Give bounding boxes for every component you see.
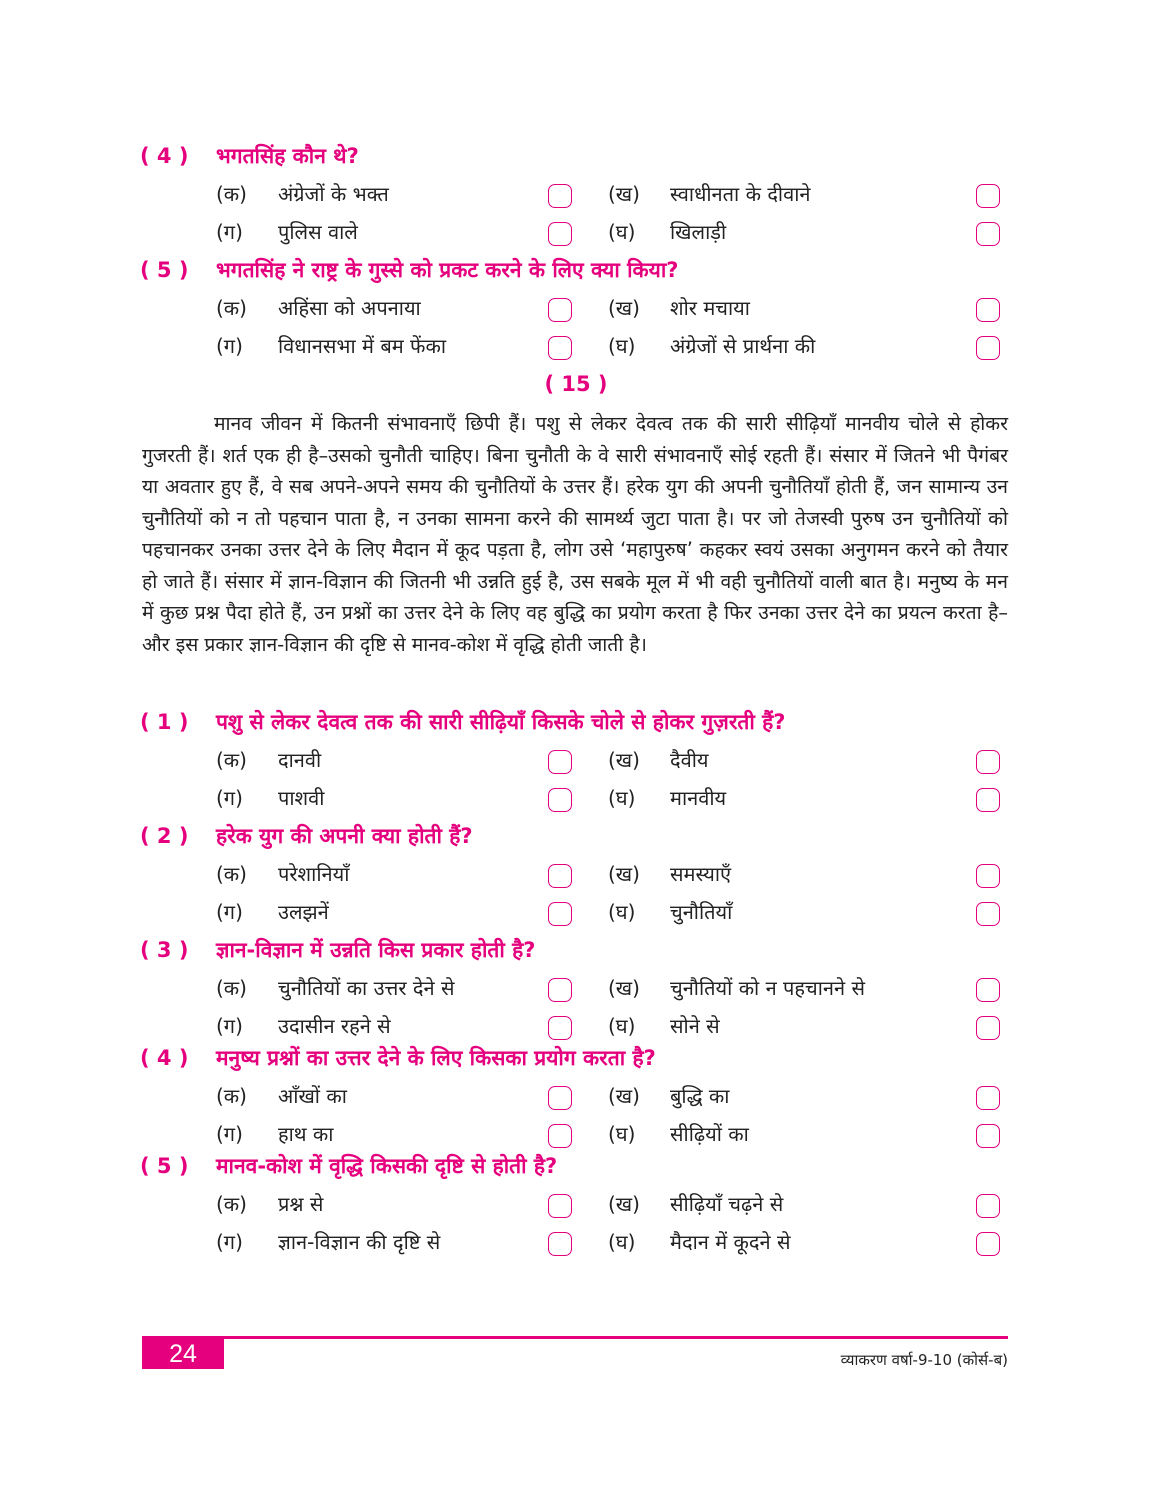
- option-label: (क): [216, 862, 247, 886]
- answer-checkbox[interactable]: [548, 864, 572, 888]
- answer-option: [608, 294, 750, 321]
- option-label: (क): [216, 296, 247, 320]
- answer-checkbox[interactable]: [548, 902, 572, 926]
- option-label: (क): [216, 1192, 247, 1216]
- answer-option: [216, 746, 321, 773]
- answer-option: [216, 1190, 323, 1217]
- answer-checkbox[interactable]: [548, 1232, 572, 1256]
- question-number: ( 1 ): [140, 710, 189, 734]
- answer-checkbox[interactable]: [548, 788, 572, 812]
- option-label: (ख): [608, 182, 640, 206]
- answer-checkbox[interactable]: [976, 750, 1000, 774]
- question-number: ( 2 ): [140, 824, 189, 848]
- option-label: (ग): [216, 334, 243, 358]
- answer-checkbox[interactable]: [548, 1194, 572, 1218]
- answer-checkbox[interactable]: [548, 222, 572, 246]
- answer-option: [608, 784, 726, 811]
- answer-checkbox[interactable]: [976, 864, 1000, 888]
- answer-option: [216, 1082, 347, 1109]
- answer-checkbox[interactable]: [976, 1194, 1000, 1218]
- question: [140, 1152, 557, 1180]
- option-label: (ख): [608, 1084, 640, 1108]
- option-text: स्वाधीनता के दीवाने: [670, 182, 811, 206]
- option-text: चुनौतियाँ: [670, 900, 733, 924]
- page-number: 24: [142, 1339, 224, 1369]
- option-label: (क): [216, 976, 247, 1000]
- answer-option: [608, 974, 865, 1001]
- question-number: ( 4 ): [140, 144, 189, 168]
- question-text: भगतसिंह ने राष्ट्र के गुस्से को प्रकट करने के लिए क्या किया?: [216, 258, 679, 282]
- passage-number: ( 15 ): [544, 372, 608, 396]
- question: [140, 936, 535, 964]
- option-label: (घ): [608, 900, 636, 924]
- answer-option: [608, 898, 732, 925]
- option-text: मैदान में कूदने से: [670, 1230, 791, 1254]
- option-label: (ख): [608, 296, 640, 320]
- option-label: (घ): [608, 786, 636, 810]
- option-label: (घ): [608, 220, 636, 244]
- answer-checkbox[interactable]: [976, 184, 1000, 208]
- answer-option: [608, 218, 726, 245]
- answer-checkbox[interactable]: [976, 1232, 1000, 1256]
- option-label: (ख): [608, 976, 640, 1000]
- answer-checkbox[interactable]: [976, 978, 1000, 1002]
- question: [140, 142, 359, 170]
- answer-option: [216, 898, 329, 925]
- answer-option: [216, 1120, 333, 1147]
- answer-checkbox[interactable]: [976, 1016, 1000, 1040]
- option-text: दानवी: [278, 748, 322, 772]
- answer-option: [608, 1012, 720, 1039]
- answer-checkbox[interactable]: [548, 298, 572, 322]
- option-text: बुद्धि का: [670, 1084, 730, 1108]
- option-label: (ख): [608, 1192, 640, 1216]
- question-text: भगतसिंह कौन थे?: [216, 144, 359, 168]
- answer-option: [608, 1082, 729, 1109]
- answer-option: [608, 180, 811, 207]
- option-text: हाथ का: [278, 1122, 334, 1146]
- question-number: ( 3 ): [140, 938, 189, 962]
- option-text: समस्याएँ: [670, 862, 732, 886]
- passage-text: मानव जीवन में कितनी संभावनाएँ छिपी हैं। पशु से लेकर देवत्व तक की सारी सीढ़ियाँ मानवीय चोले से होकर गुजरती हैं। शर्त एक ही है–उसको चुनौती चाहिए। बिना चुनौती के वे सारी संभावनाएँ सोई रहती हैं। संसार में जितने भी पैगंबर या अवतार हुए हैं, वे सब अपने-अपने समय की चुनौतियों के उत्तर हैं। हरेक युग की अपनी चुनौतियाँ होती हैं, जन सामान्य उन चुनौतियों को न तो पहचान पाता है, न उनका सामना करने की सामर्थ्य जुटा पाता है। पर जो तेजस्वी पुरुष उन चुनौतियों को पहचानकर उनका उत्तर देने के लिए मैदान में कूद पड़ता है, लोग उसे ‘महापुरुष’ कहकर स्वयं उसका अनुगमन करने को तैयार हो जाते हैं। संसार में ज्ञान-विज्ञान की जितनी भी उन्नति हुई है, उस सबके मूल में भी वही चुनौतियों वाली बात है। मनुष्य के मन में कुछ प्रश्न पैदा होते हैं, उन प्रश्नों का उत्तर देने के लिए वह बुद्धि का प्रयोग करता है फिर उनका उत्तर देने का प्रयत्न करता है–और इस प्रकार ज्ञान-विज्ञान की दृष्टि से मानव-कोश में वृद्धि होती जाती है।: [142, 412, 1008, 656]
- answer-option: [216, 332, 446, 359]
- option-text: सोने से: [670, 1014, 720, 1038]
- option-text: मानवीय: [670, 786, 727, 810]
- option-text: सीढ़ियों का: [670, 1122, 749, 1146]
- option-label: (क): [216, 748, 247, 772]
- answer-option: [216, 860, 349, 887]
- option-text: ज्ञान-विज्ञान की दृष्टि से: [278, 1230, 441, 1254]
- answer-option: [608, 860, 731, 887]
- answer-checkbox[interactable]: [548, 1086, 572, 1110]
- option-text: शोर मचाया: [670, 296, 750, 320]
- option-text: दैवीय: [670, 748, 709, 772]
- answer-checkbox[interactable]: [548, 336, 572, 360]
- question-text: पशु से लेकर देवत्व तक की सारी सीढ़ियाँ किसके चोले से होकर गुज़रती हैं?: [216, 710, 786, 734]
- option-label: (ग): [216, 1014, 243, 1038]
- question-text: हरेक युग की अपनी क्या होती हैं?: [216, 824, 473, 848]
- answer-option: [216, 974, 455, 1001]
- answer-option: [608, 1190, 783, 1217]
- option-label: (घ): [608, 1230, 636, 1254]
- question-number: ( 5 ): [140, 1154, 189, 1178]
- option-text: उलझनें: [278, 900, 329, 924]
- book-title: व्याकरण वर्षा-9-10 (कोर्स-ब): [840, 1351, 1008, 1369]
- option-text: पाशवी: [278, 786, 325, 810]
- option-label: (ग): [216, 1122, 243, 1146]
- answer-checkbox[interactable]: [548, 1016, 572, 1040]
- answer-checkbox[interactable]: [548, 184, 572, 208]
- question-number: ( 5 ): [140, 258, 189, 282]
- answer-option: [216, 294, 421, 321]
- answer-checkbox[interactable]: [976, 336, 1000, 360]
- question-text: मनुष्य प्रश्नों का उत्तर देने के लिए किसका प्रयोग करता है?: [216, 1046, 656, 1070]
- option-label: (ग): [216, 1230, 243, 1254]
- answer-checkbox[interactable]: [976, 902, 1000, 926]
- option-text: अंग्रेजों के भक्त: [278, 182, 389, 206]
- option-text: प्रश्न से: [278, 1192, 324, 1216]
- question: [140, 256, 678, 284]
- option-text: खिलाड़ी: [670, 220, 727, 244]
- answer-option: [216, 1228, 440, 1255]
- option-text: विधानसभा में बम फेंका: [278, 334, 447, 358]
- question: [140, 822, 473, 850]
- option-text: आँखों का: [278, 1084, 347, 1108]
- option-text: अहिंसा को अपनाया: [278, 296, 421, 320]
- option-label: (घ): [608, 1122, 636, 1146]
- answer-option: [216, 180, 389, 207]
- option-label: (क): [216, 182, 247, 206]
- footer-divider: [142, 1336, 1008, 1339]
- option-text: परेशानियाँ: [278, 862, 350, 886]
- option-text: चुनौतियों को न पहचानने से: [670, 976, 865, 1000]
- option-text: अंग्रेजों से प्रार्थना की: [670, 334, 816, 358]
- option-label: (ख): [608, 862, 640, 886]
- answer-checkbox[interactable]: [976, 788, 1000, 812]
- question-text: मानव-कोश में वृद्धि किसकी दृष्टि से होती है?: [216, 1154, 558, 1178]
- answer-checkbox[interactable]: [976, 1086, 1000, 1110]
- answer-option: [608, 332, 815, 359]
- answer-checkbox[interactable]: [976, 298, 1000, 322]
- question-number: ( 4 ): [140, 1046, 189, 1070]
- option-label: (घ): [608, 1014, 636, 1038]
- option-label: (क): [216, 1084, 247, 1108]
- option-label: (ग): [216, 900, 243, 924]
- answer-option: [608, 1120, 749, 1147]
- answer-option: [608, 1228, 791, 1255]
- option-text: पुलिस वाले: [278, 220, 358, 244]
- answer-checkbox[interactable]: [976, 222, 1000, 246]
- answer-option: [608, 746, 709, 773]
- option-label: (ख): [608, 748, 640, 772]
- question: [140, 1044, 656, 1072]
- answer-checkbox[interactable]: [976, 1124, 1000, 1148]
- question-text: ज्ञान-विज्ञान में उन्नति किस प्रकार होती है?: [216, 938, 536, 962]
- question: [140, 708, 785, 736]
- answer-checkbox[interactable]: [548, 978, 572, 1002]
- answer-checkbox[interactable]: [548, 750, 572, 774]
- option-label: (ग): [216, 220, 243, 244]
- answer-option: [216, 218, 358, 245]
- option-text: सीढ़ियाँ चढ़ने से: [670, 1192, 784, 1216]
- option-label: (ग): [216, 786, 243, 810]
- answer-checkbox[interactable]: [548, 1124, 572, 1148]
- option-text: उदासीन रहने से: [278, 1014, 391, 1038]
- answer-option: [216, 784, 324, 811]
- option-text: चुनौतियों का उत्तर देने से: [278, 976, 455, 1000]
- option-label: (घ): [608, 334, 636, 358]
- answer-option: [216, 1012, 391, 1039]
